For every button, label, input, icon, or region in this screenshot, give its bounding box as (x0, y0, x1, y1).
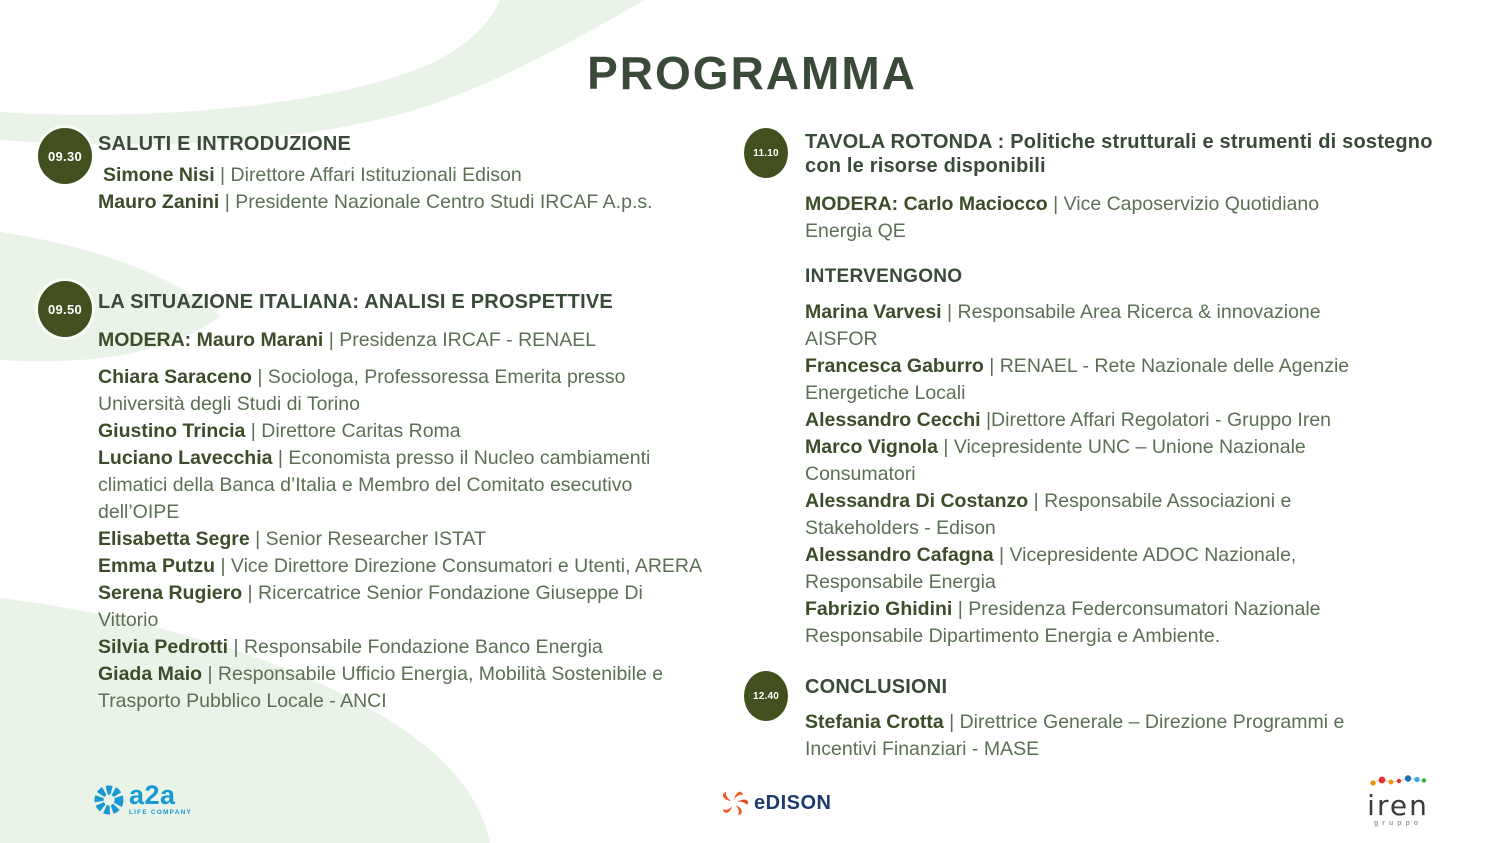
speaker-entry (98, 580, 708, 634)
speaker-role: | Responsabile Area Ricerca & innovazione AISFOR (805, 301, 1321, 350)
session-situazione-italiana (38, 281, 738, 715)
speaker-name: Fabrizio Ghidini (805, 598, 953, 620)
iren-tagline: gruppo (1373, 820, 1423, 827)
speaker-name: Giustino Trincia (98, 420, 246, 442)
speaker-role: | Responsabile Ufficio Energia, Mobilità Sostenibile e Trasporto Pubblico Locale - ANCI (98, 663, 664, 712)
edison-star-icon (718, 787, 750, 819)
speaker-role: | Direttore Caritas Roma (245, 420, 461, 442)
speaker-name: Alessandro Cecchi (805, 409, 981, 431)
speaker-entry (805, 542, 1385, 596)
a2a-tagline: LIFE COMPANY (129, 809, 193, 816)
time-badge (38, 128, 92, 184)
speaker-name: Alessandra Di Costanzo (805, 490, 1029, 512)
moderator-entry (805, 191, 1385, 245)
speaker-entry (805, 488, 1385, 542)
speaker-role: | Vice Direttore Direzione Consumatori e Utenti, ARERA (215, 555, 703, 577)
speaker-entry (98, 189, 738, 216)
speaker-role: | Ricercatrice Senior Fondazione Giuseppe Di Vittorio (98, 582, 643, 631)
speaker-entry (98, 526, 708, 553)
speaker-entry (98, 634, 708, 661)
time-badge (38, 281, 92, 337)
speaker-role: | Vicepresidente UNC – Unione Nazionale Consumatori (805, 436, 1306, 485)
speaker-entry (805, 407, 1385, 434)
session-heading: LA SITUAZIONE ITALIANA: ANALISI E PROSPETTIVE (98, 291, 613, 313)
moderator-role: | Presidenza IRCAF - RENAEL (323, 329, 597, 351)
speaker-name: Giada Maio (98, 663, 203, 685)
speaker-entry (98, 445, 708, 526)
speaker-name: Serena Rugiero (98, 582, 243, 604)
speaker-name: Francesca Gaburro (805, 355, 984, 377)
a2a-brand-text: a2a (129, 780, 176, 810)
edison-logo (718, 787, 831, 819)
speaker-entry (805, 353, 1385, 407)
moderator-entry (98, 327, 708, 354)
speaker-role: | Vicepresidente ADOC Nazionale, Responsabile Energia (805, 544, 1297, 593)
speaker-entry (98, 661, 708, 715)
session-saluti (38, 128, 738, 216)
speaker-name: Marina Varvesi (805, 301, 942, 323)
speaker-role: | Economista presso il Nucleo cambiamenti climatici della Banca d’Italia e Membro del Comitato esecutivo dell’OIPE (98, 447, 651, 523)
speaker-entry (98, 418, 708, 445)
speaker-name: Marco Vignola (805, 436, 938, 458)
speaker-list (98, 162, 738, 216)
moderator-name: MODERA: Mauro Marani (98, 329, 324, 351)
speaker-list (98, 364, 708, 715)
speaker-entry (98, 162, 738, 189)
speaker-role: | Responsabile Fondazione Banco Energia (228, 636, 603, 658)
speaker-role: | Presidenza Federconsumatori Nazionale Responsabile Dipartimento Energia e Ambiente. (805, 598, 1321, 647)
session-tavola-rotonda (744, 128, 1445, 650)
time-label: 09.30 (47, 148, 83, 164)
speaker-role: | RENAEL - Rete Nazionale delle Agenzie Energetiche Locali (805, 355, 1350, 404)
a2a-logo (94, 780, 193, 817)
time-label: 12.40 (752, 690, 780, 702)
session-heading: CONCLUSIONI (805, 676, 948, 698)
page-title: PROGRAMMA (587, 47, 917, 99)
iren-brand-text: iren (1367, 789, 1429, 822)
session-heading: TAVOLA ROTONDA : Politiche strutturali e strumenti di sostegno con le risorse disponibili (805, 131, 1433, 177)
time-badge (744, 671, 788, 721)
speaker-name: Elisabetta Segre (98, 528, 250, 550)
speaker-role: | Senior Researcher ISTAT (249, 528, 486, 550)
speaker-entry (805, 596, 1385, 650)
iren-dots-icon (1368, 774, 1428, 788)
speaker-entry (98, 364, 708, 418)
speaker-list (805, 299, 1385, 650)
speaker-entry (805, 299, 1385, 353)
time-badge (744, 128, 788, 178)
session-conclusioni (744, 671, 1445, 763)
speaker-name: Mauro Zanini (98, 191, 220, 213)
speaker-name: Stefania Crotta (805, 711, 944, 733)
speaker-list (805, 709, 1380, 763)
speaker-role: | Direttore Affari Istituzionali Edison (214, 164, 522, 186)
speaker-role: | Sociologa, Professoressa Emerita presso Università degli Studi di Torino (98, 366, 626, 415)
speaker-role: | Responsabile Associazioni e Stakeholders - Edison (805, 490, 1292, 539)
speaker-role: |Direttore Affari Regolatori - Gruppo Iren (980, 409, 1332, 431)
speaker-name: Simone Nisi (103, 164, 215, 186)
speaker-name: Alessandro Cafagna (805, 544, 994, 566)
speaker-entry (805, 434, 1385, 488)
moderator-name: MODERA: Carlo Maciocco (805, 193, 1048, 215)
edison-brand-text: eDISON (754, 791, 832, 814)
iren-logo (1366, 774, 1430, 827)
time-label: 09.50 (47, 301, 83, 317)
speaker-name: Luciano Lavecchia (98, 447, 273, 469)
speaker-name: Silvia Pedrotti (98, 636, 229, 658)
speaker-entry (805, 709, 1380, 763)
a2a-globe-icon (94, 783, 124, 817)
speaker-role: | Presidente Nazionale Centro Studi IRCAF A.p.s. (219, 191, 653, 213)
moderator-role: | Vice Caposervizio Quotidiano Energia QE (805, 193, 1320, 242)
speaker-name: Chiara Saraceno (98, 366, 252, 388)
speaker-entry (98, 553, 708, 580)
speaker-role: | Direttrice Generale – Direzione Programmi e Incentivi Finanziari - MASE (805, 711, 1345, 760)
session-subheading: INTERVENGONO (805, 266, 963, 287)
time-label: 11.10 (753, 147, 779, 159)
speaker-name: Emma Putzu (98, 555, 216, 577)
session-heading: SALUTI E INTRODUZIONE (98, 133, 352, 155)
